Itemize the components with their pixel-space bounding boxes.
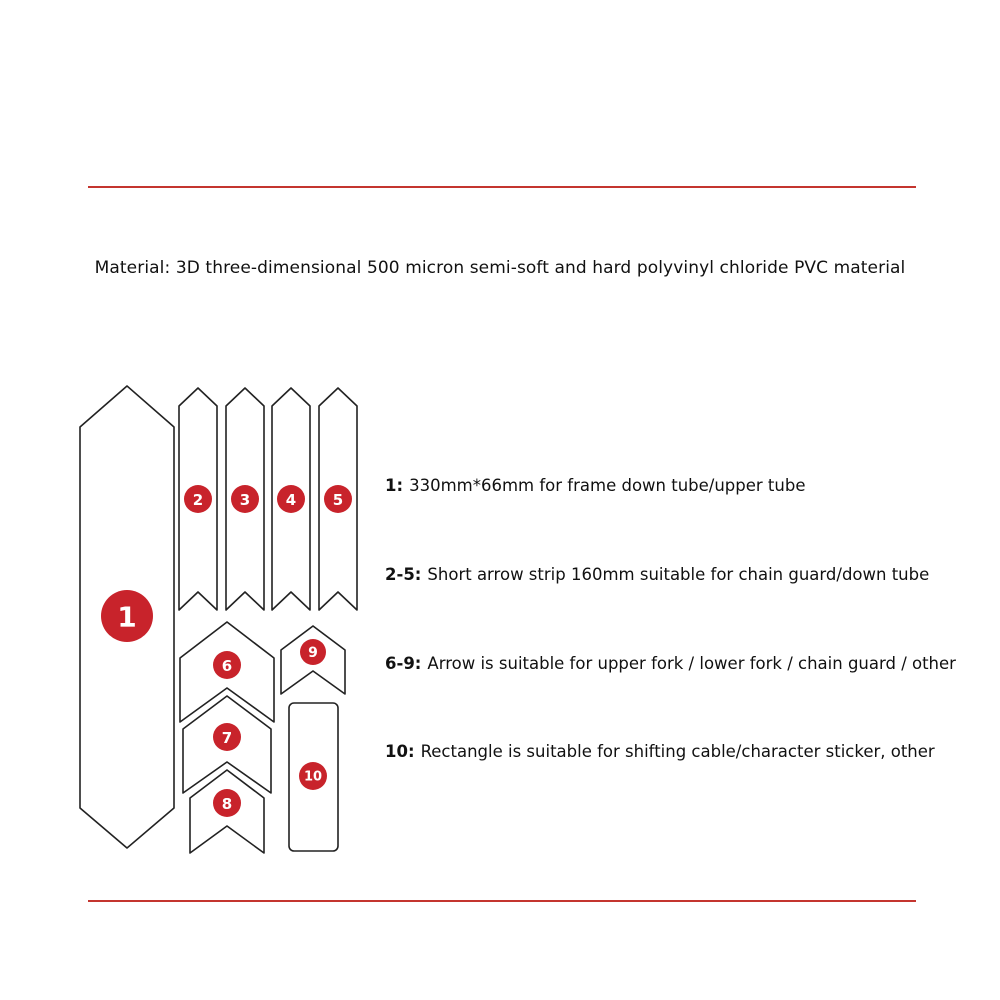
sticker-5-label: 5 (332, 491, 344, 509)
sticker-layout-diagram (0, 0, 380, 1000)
sticker-2 (179, 388, 217, 610)
sticker-7-label: 7 (221, 729, 233, 747)
spec-item (385, 654, 956, 673)
sticker-3-label: 3 (239, 491, 251, 509)
sticker-2-label: 2 (192, 491, 204, 509)
sticker-4 (272, 388, 310, 610)
sticker-5 (319, 388, 357, 610)
spec-item (385, 565, 929, 584)
sticker-1-label: 1 (117, 600, 137, 634)
spec-text: Arrow is suitable for upper fork / lower fork / chain guard / other (427, 654, 956, 673)
sticker-8-label: 8 (221, 795, 233, 813)
material-description: Material: 3D three-dimensional 500 micron semi-soft and hard polyvinyl chloride PVC material (94, 258, 906, 278)
sticker-10-label: 10 (303, 769, 323, 785)
sticker-9-label: 9 (308, 645, 318, 661)
spec-key: 10: (385, 742, 415, 761)
spec-key: 1: (385, 476, 404, 495)
sticker-4-label: 4 (285, 491, 297, 509)
sticker-9 (281, 626, 345, 694)
spec-text: 330mm*66mm for frame down tube/upper tube (409, 476, 806, 495)
spec-item (385, 742, 935, 761)
bottom-divider (88, 900, 916, 902)
sticker-8 (190, 770, 264, 853)
sticker-10 (289, 703, 338, 851)
sticker-1 (80, 386, 174, 848)
spec-text: Short arrow strip 160mm suitable for chain guard/down tube (427, 565, 930, 584)
sticker-3 (226, 388, 264, 610)
spec-key: 6-9: (385, 654, 422, 673)
spec-key: 2-5: (385, 565, 422, 584)
spec-text: Rectangle is suitable for shifting cable/character sticker, other (420, 742, 935, 761)
spec-item (385, 476, 806, 495)
sticker-6-label: 6 (221, 657, 233, 675)
